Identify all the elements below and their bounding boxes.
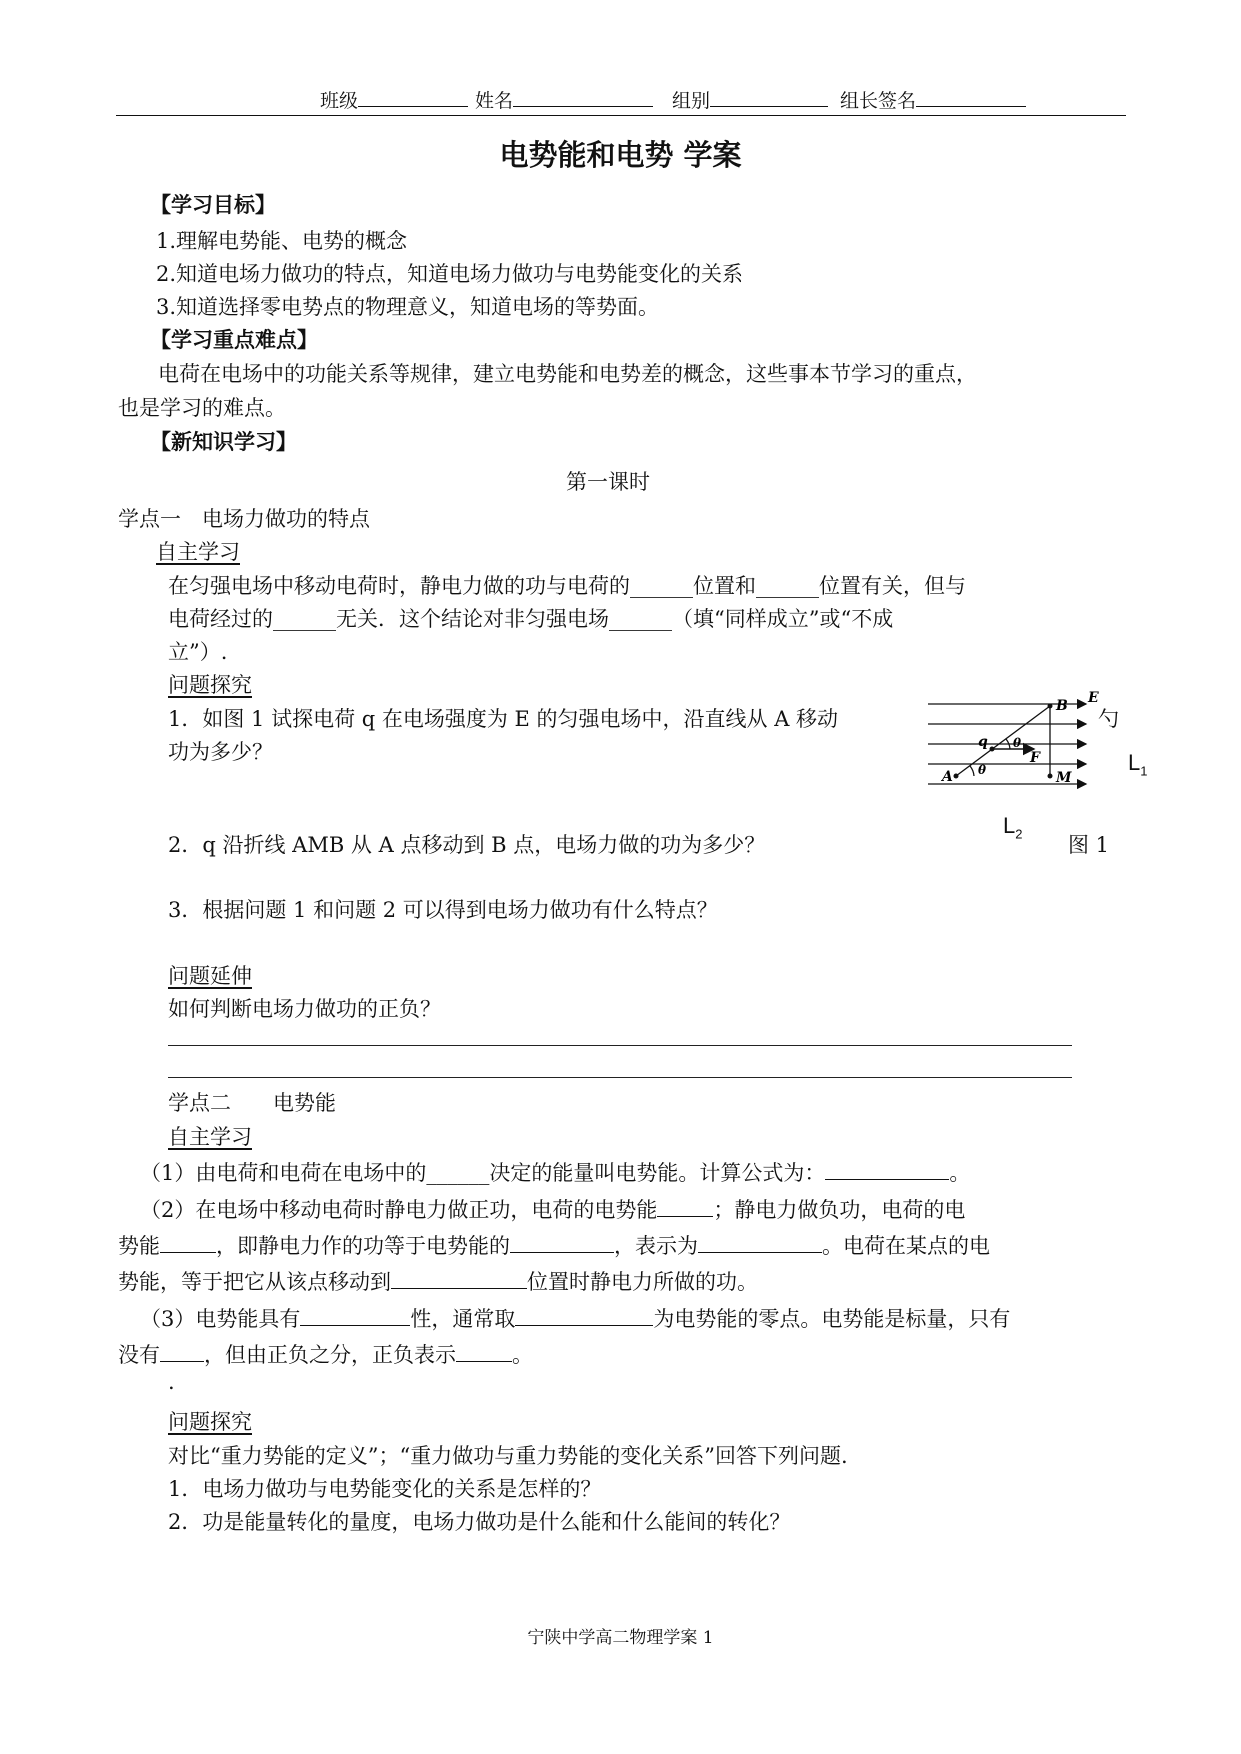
p2-text: 位置时静电力所做的功。 — [527, 1270, 758, 1294]
label-E: E — [1088, 690, 1099, 706]
goal-item: 2.知道电场力做功的特点，知道电场力做功与电势能变化的关系 — [156, 262, 744, 286]
point2-para2-line2 — [118, 1230, 990, 1260]
leader-field[interactable] — [840, 86, 1026, 113]
blank-direction[interactable] — [160, 1343, 204, 1362]
p3-text: 。 — [512, 1343, 533, 1367]
point-M — [1048, 774, 1053, 779]
p3-text: （3）电势能具有 — [140, 1307, 301, 1331]
label-L1-sub: 1 — [1140, 763, 1148, 779]
formula-blank[interactable] — [825, 1161, 949, 1180]
point1-self-line: 在匀强电场中移动电荷时，静电力做的功与电荷的______位置和______位置有关，但与 — [168, 574, 966, 598]
answer-line[interactable] — [168, 1045, 1072, 1046]
charge-q — [990, 747, 995, 752]
p1-end: 。 — [949, 1161, 971, 1185]
class-field[interactable] — [320, 86, 468, 113]
point2-question-2: 2．功是能量转化的量度，电场力做功是什么能和什么能间的转化？ — [168, 1510, 791, 1534]
label-L2-sub: 2 — [1015, 826, 1023, 842]
label-q: q — [978, 734, 988, 750]
point2-para3-line1 — [140, 1303, 1010, 1333]
figure-caption: 图 1 — [1068, 833, 1110, 857]
blank-zero-point[interactable] — [515, 1307, 653, 1326]
keypoints-heading: 【学习重点难点】 — [150, 328, 318, 352]
p2-text: 势能，等于把它从该点移动到 — [118, 1270, 391, 1294]
leader-blank[interactable] — [916, 88, 1026, 107]
label-theta: θ — [1013, 736, 1022, 750]
point2-para1 — [140, 1157, 970, 1187]
label-L2-main: L — [1003, 813, 1016, 838]
point-A — [954, 774, 959, 779]
keypoints-text: 电荷在电场中的功能关系等规律，建立电势能和电势差的概念，这些事本节学习的重点， — [158, 362, 977, 386]
point2-explore: 问题探究 — [168, 1410, 252, 1434]
p2-text: ，表示为 — [614, 1234, 698, 1258]
point1-self-line: 立”）. — [168, 640, 228, 664]
label-A: A — [942, 769, 953, 785]
point1-self-study: 自主学习 — [156, 540, 240, 564]
label-L1-main: L — [1128, 750, 1141, 775]
blank-energy-change[interactable] — [657, 1198, 713, 1217]
point2-para2-line1 — [140, 1194, 965, 1224]
p3-text: 性，通常取 — [410, 1307, 516, 1331]
header-rule — [116, 115, 1126, 116]
p3-text: 为电势能的零点。电势能是标量，只有 — [653, 1307, 1011, 1331]
point2-para2-line3 — [118, 1266, 758, 1296]
angle-arc — [970, 766, 974, 776]
group-field[interactable] — [672, 86, 828, 113]
label-M: M — [1056, 770, 1072, 786]
point2-para3-line2 — [118, 1339, 533, 1369]
class-blank[interactable] — [358, 88, 468, 107]
point-B — [1048, 704, 1053, 709]
page-footer: 宁陕中学高二物理学案 1 — [527, 1628, 714, 1648]
p1-text: （1）由电荷和电荷在电场中的______决定的能量叫电势能。计算公式为： — [140, 1161, 826, 1185]
page-title: 电势能和电势 学案 — [499, 138, 742, 172]
point1-explore: 问题探究 — [168, 673, 252, 697]
leader-label: 组长签名 — [840, 90, 917, 112]
group-blank[interactable] — [710, 88, 828, 107]
label-F: F — [1030, 750, 1040, 766]
keypoints-text: 也是学习的难点。 — [118, 396, 286, 420]
question-1-cont: 功为多少？ — [168, 740, 273, 764]
label-theta: θ — [978, 763, 987, 777]
point1-title: 学点一 电场力做功的特点 — [118, 507, 370, 531]
name-label: 姓名 — [475, 90, 514, 112]
question-1: 1．如图 1 试探电荷 q 在电场强度为 E 的匀强电场中，沿直线从 A 移动 — [168, 707, 839, 731]
p2-text: 势能 — [118, 1234, 160, 1258]
p2-text: ；静电力做负功，电荷的电 — [713, 1198, 966, 1222]
name-field[interactable] — [475, 86, 653, 113]
group-label: 组别 — [672, 90, 711, 112]
blank-expression[interactable] — [698, 1234, 822, 1253]
p2-text: ，即静电力作的功等于电势能的 — [216, 1234, 510, 1258]
blank-relativity[interactable] — [300, 1307, 410, 1326]
question-2: 2．q 沿折线 AMB 从 A 点移动到 B 点，电场力做的功为多少？ — [168, 833, 766, 857]
p3-text: ，但由正负之分，正负表示 — [204, 1343, 456, 1367]
extend-question: 如何判断电场力做功的正负？ — [168, 997, 441, 1021]
stray-dot: . — [168, 1370, 175, 1394]
point2-title: 学点二 电势能 — [168, 1091, 336, 1115]
goal-item: 1.理解电势能、电势的概念 — [156, 229, 408, 253]
label-B: B — [1056, 698, 1068, 714]
answer-line[interactable] — [168, 1077, 1072, 1078]
newknowledge-heading: 【新知识学习】 — [150, 430, 297, 454]
p3-text: 没有 — [118, 1343, 160, 1367]
label-L2 — [1003, 813, 1022, 841]
question-1-tail: 勺 — [1098, 707, 1119, 731]
point2-self-study: 自主学习 — [168, 1125, 252, 1149]
blank-sign-meaning[interactable] — [456, 1343, 512, 1362]
figure-1-diagram — [926, 690, 1126, 800]
compare-instruction: 对比“重力势能的定义”；“重力做功与重力势能的变化关系”回答下列问题. — [168, 1444, 848, 1468]
question-3: 3．根据问题 1 和问题 2 可以得到电场力做功有什么特点？ — [168, 898, 718, 922]
blank-energy-change-2[interactable] — [160, 1234, 216, 1253]
point1-extend: 问题延伸 — [168, 964, 252, 988]
name-blank[interactable] — [513, 88, 653, 107]
p2-text: 。电荷在某点的电 — [822, 1234, 990, 1258]
p2-text: （2）在电场中移动电荷时静电力做正功，电荷的电势能 — [140, 1198, 658, 1222]
blank-zero-position[interactable] — [391, 1270, 527, 1289]
goals-heading: 【学习目标】 — [150, 193, 276, 217]
class-label: 班级 — [320, 90, 359, 112]
goal-item: 3.知道选择零电势点的物理意义，知道电场的等势面。 — [156, 295, 660, 319]
point1-self-line: 电荷经过的______无关．这个结论对非匀强电场______（填“同样成立”或“不成 — [168, 607, 894, 631]
point2-question-1: 1．电场力做功与电势能变化的关系是怎样的？ — [168, 1477, 602, 1501]
label-L1 — [1128, 750, 1147, 778]
lesson-label: 第一课时 — [566, 470, 650, 494]
blank-decrease[interactable] — [510, 1234, 614, 1253]
